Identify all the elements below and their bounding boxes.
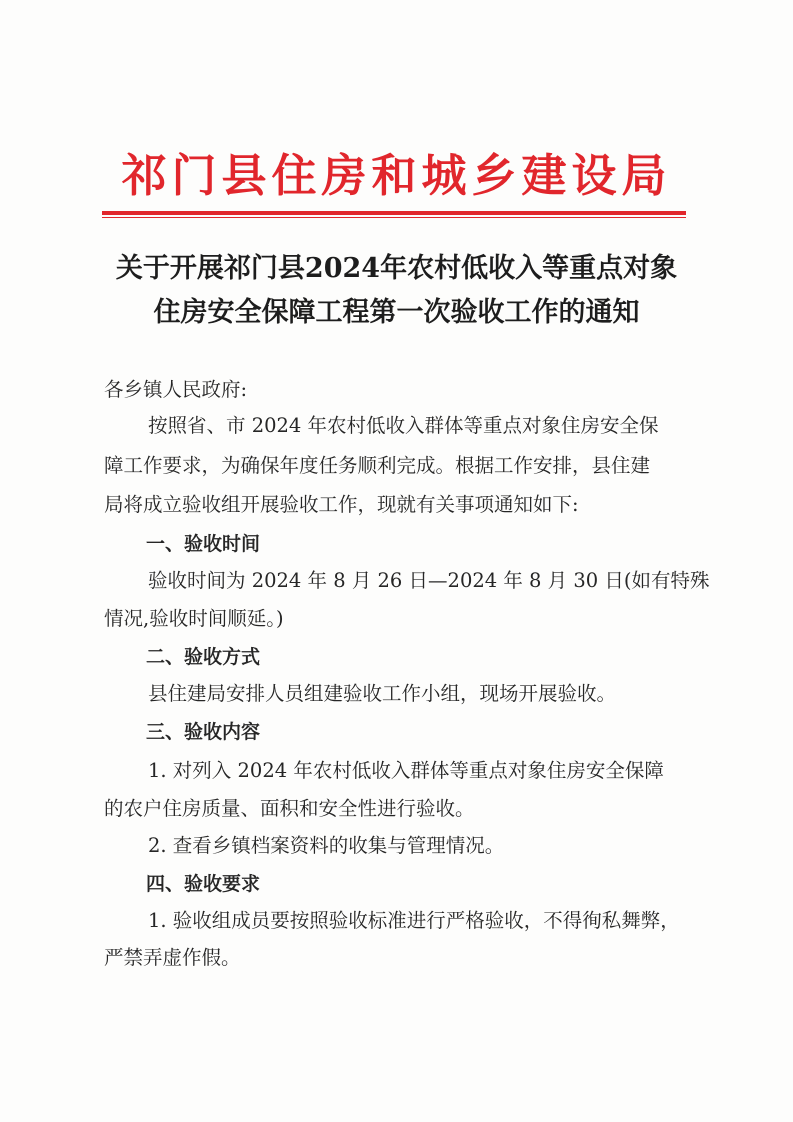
letterhead-red-rule-thick <box>102 211 686 215</box>
section-heading-requirements: 四、验收要求 <box>146 873 261 895</box>
section-time-line-2: 情况,验收时间顺延。) <box>104 607 284 630</box>
section-requirements-item-1-line-1: 1. 验收组成员要按照验收标准进行严格验收，不得徇私舞弊， <box>148 909 680 932</box>
section-content-item-1-line-1: 1. 对列入 2024 年农村低收入群体等重点对象住房安全保障 <box>148 759 664 782</box>
intro-line-2: 障工作要求，为确保年度任务顺利完成。根据工作安排，县住建 <box>104 454 651 477</box>
section-time-line-1: 验收时间为 2024 年 8 月 26 日—2024 年 8 月 30 日(如有特殊 <box>148 569 710 592</box>
section-content-item-2-line-1: 2. 查看乡镇档案资料的收集与管理情况。 <box>148 834 505 857</box>
section-requirements-item-1-line-2: 严禁弄虚作假。 <box>104 946 241 969</box>
letterhead-red-rule-thin <box>102 217 686 218</box>
letterhead-org-name: 祁门县住房和城乡建设局 <box>121 149 672 202</box>
section-method-line-1: 县住建局安排人员组建验收工作小组，现场开展验收。 <box>148 682 617 705</box>
document-title-line-2: 住房安全保障工程第一次验收工作的通知 <box>153 297 640 328</box>
section-content-item-1-line-2: 的农户住房质量、面积和安全性进行验收。 <box>104 797 475 820</box>
intro-line-1: 按照省、市 2024 年农村低收入群体等重点对象住房安全保 <box>148 414 659 437</box>
addressee: 各乡镇人民政府: <box>104 378 248 401</box>
document-title-line-1: 关于开展祁门县2024年农村低收入等重点对象 <box>115 253 678 284</box>
section-heading-method: 二、验收方式 <box>146 646 261 668</box>
section-heading-time: 一、验收时间 <box>146 533 261 555</box>
section-heading-content: 三、验收内容 <box>146 721 261 743</box>
intro-line-3: 局将成立验收组开展验收工作，现就有关事项通知如下: <box>104 493 579 516</box>
